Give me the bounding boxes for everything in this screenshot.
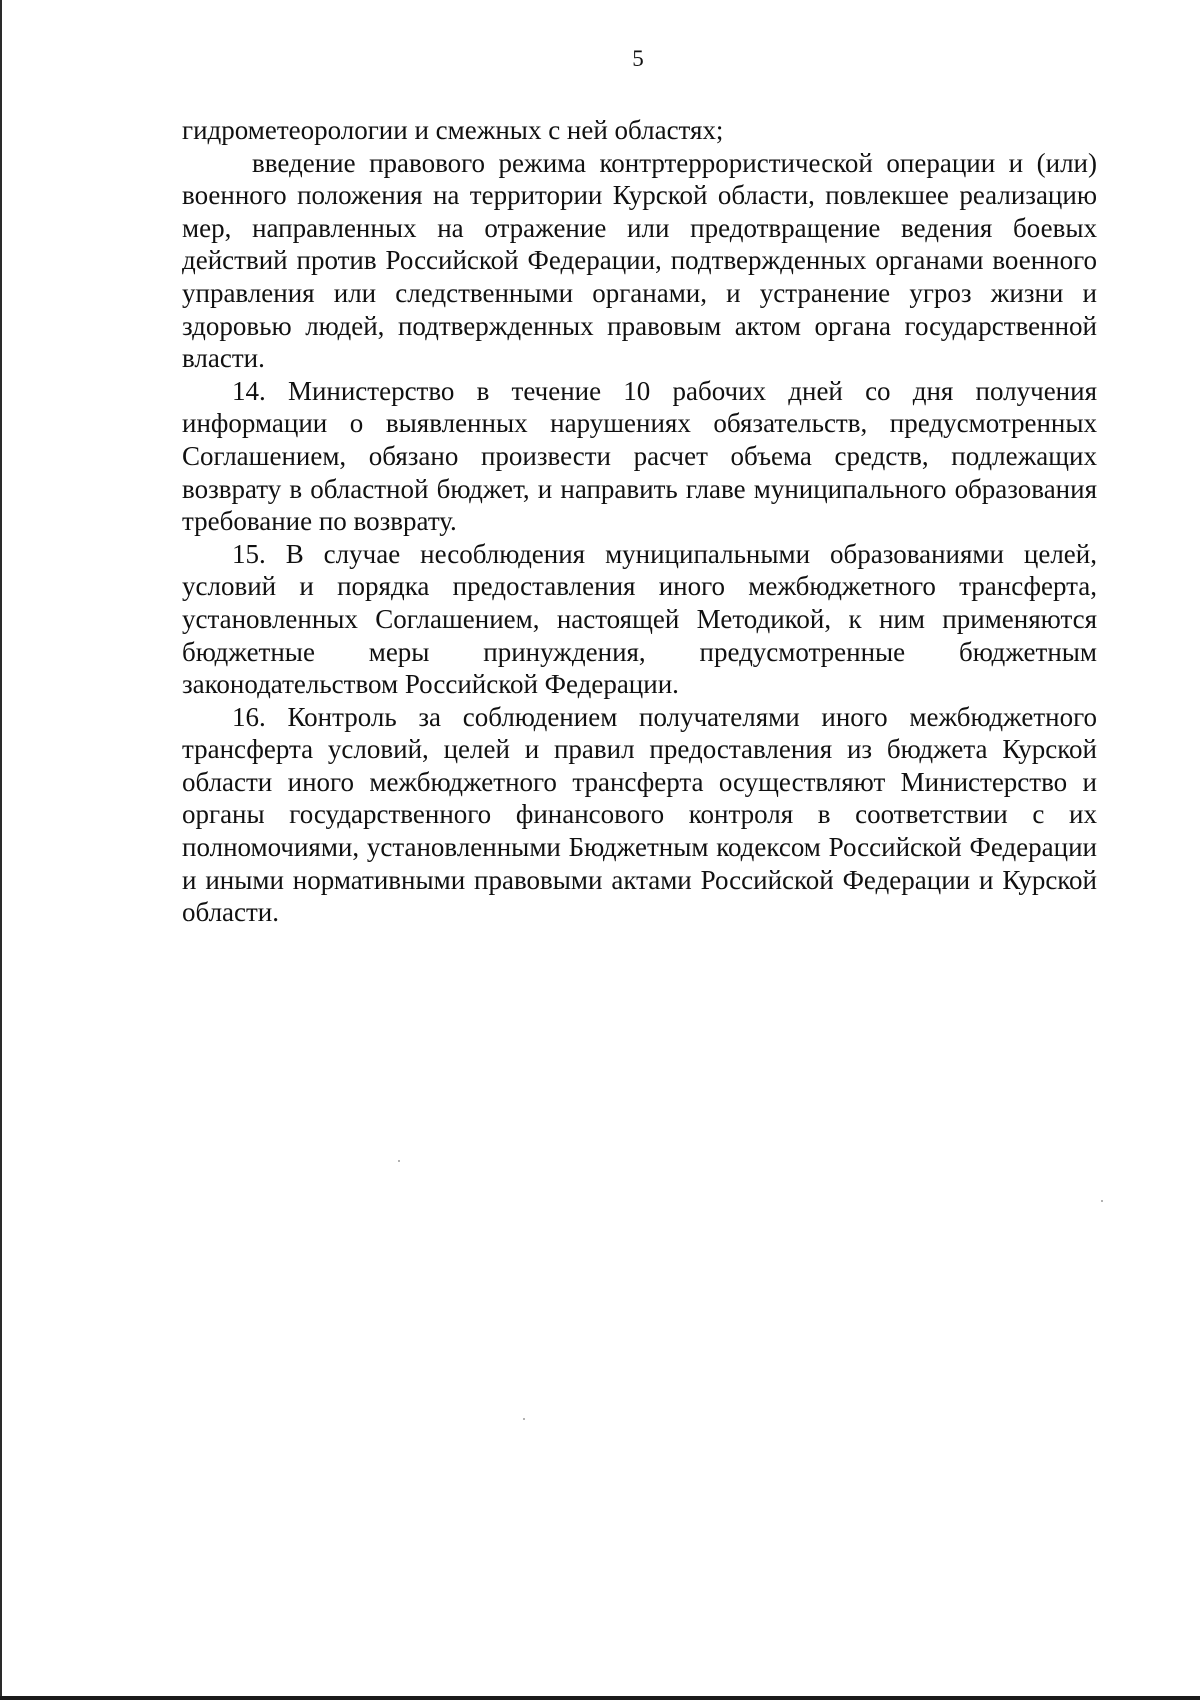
scan-bottom-edge — [0, 1696, 1200, 1700]
scan-speck — [398, 1160, 400, 1162]
scan-speck — [1101, 1200, 1103, 1202]
page-number: 5 — [632, 46, 644, 71]
scan-speck — [523, 1418, 525, 1420]
document-body — [182, 114, 1097, 929]
paragraph-15: 15. В случае несоблюдения муниципальными образованиями целей, условий и порядка предоставления иного межбюджетного трансферта, установленных Соглашением, настоящей Методикой, к ним применяются бюджетные меры принуждения, предусмотренные бюджетным законодательством Российской Федерации. — [182, 538, 1097, 700]
paragraph-16: 16. Контроль за соблюдением получателями иного межбюджетного трансферта условий, целей и правил предоставления из бюджета Курской области иного межбюджетного трансферта осуществляют Министерство и органы государственного финансового контроля в соответствии с их полномочиями, установленными Бюджетным кодексом Российской Федерации и иными нормативными правовыми актами Российской Федерации и Курской области. — [182, 701, 1097, 928]
paragraph-continuation: гидрометеорологии и смежных с ней областях; — [182, 115, 724, 145]
paragraph-14: 14. Министерство в течение 10 рабочих дней со дня получения информации о выявленных нарушениях обязательств, предусмотренных Соглашением, обязано произвести расчет объема средств, подлежащих возврату в областной бюджет, и направить главе муниципального образования требование по возврату. — [182, 375, 1097, 537]
paragraph-counterterrorism: введение правового режима контртеррористической операции и (или) военного положения на территории Курской области, повлекшее реализацию мер, направленных на отражение или предотвращение ведения боевых действий против Российской Федерации, подтвержденных органами военного управления или следственными органами, и устранение угроз жизни и здоровью людей, подтвержденных правовым актом органа государственной власти. — [182, 147, 1097, 374]
scan-left-edge — [0, 0, 2, 1700]
